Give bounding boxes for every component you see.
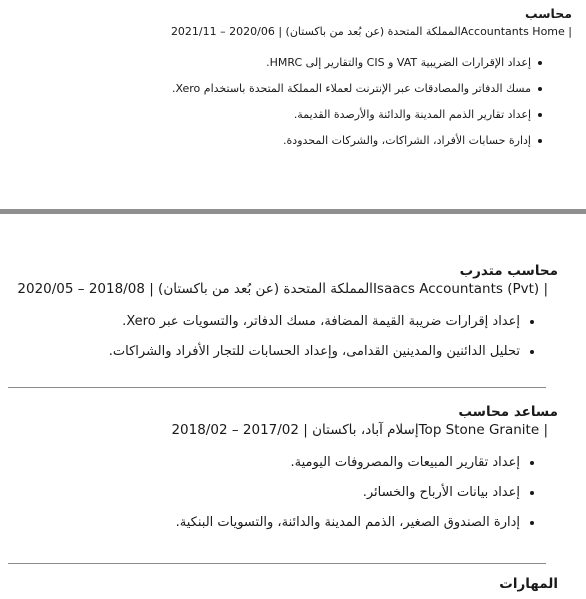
bullet-item: إدارة حسابات الأفراد، الشراكات، والشركات المحدودة. — [0, 128, 586, 154]
job-title: محاسب متدرب — [459, 263, 558, 279]
job-company-location-dates: | Top Stone Graniteإسلام آباد، باكستان | 2017/02 – 2018/02 — [171, 422, 548, 438]
bullet-item: إعداد إقرارات ضريبة القيمة المضافة، مسك الدفاتر، والتسويات عبر Xero. — [0, 307, 586, 337]
job-company-location-dates: | Accountants Homeالمملكة المتحدة (عن بُعد من باكستان) | 2020/06 – 2021/11 — [170, 25, 572, 38]
bullet-item: إعداد تقارير المبيعات والمصروفات اليومية. — [0, 448, 586, 478]
skills-section — [0, 576, 586, 592]
section-divider — [8, 563, 546, 564]
job-company-location-dates: | Isaacs Accountants (Pvt)المملكة المتحدة (عن بُعد من باكستان) | 2018/08 – 2020/05 — [17, 281, 548, 297]
job-title: مساعد محاسب — [458, 404, 558, 420]
job-entry-trainee-accountant — [0, 263, 586, 367]
bullet-item: تحليل الدائنين والمدينين القدامى، وإعداد الحسابات للتجار الأفراد والشراكات. — [0, 337, 586, 367]
page-break-divider — [0, 209, 586, 214]
bullet-item: مسك الدفاتر والمصادقات عبر الإنترنت لعملاء المملكة المتحدة باستخدام Xero. — [0, 76, 586, 102]
bullet-item: إعداد تقارير الذمم المدينة والدائنة والأرصدة القديمة. — [0, 102, 586, 128]
bullet-item: إدارة الصندوق الصغير، الذمم المدينة والدائنة، والتسويات البنكية. — [0, 508, 586, 538]
bullet-item: إعداد بيانات الأرباح والخسائر. — [0, 478, 586, 508]
bullet-item: إعداد الإقرارات الضريبية VAT و CIS والتقارير إلى HMRC. — [0, 50, 586, 76]
job-entry-accountant — [0, 6, 586, 154]
section-divider — [8, 387, 546, 388]
section-heading-skills: المهارات — [499, 576, 558, 592]
job-bullets — [0, 50, 586, 154]
job-bullets — [0, 307, 586, 367]
job-title: محاسب — [525, 6, 572, 21]
job-entry-assistant-accountant — [0, 404, 586, 538]
job-bullets — [0, 448, 586, 538]
